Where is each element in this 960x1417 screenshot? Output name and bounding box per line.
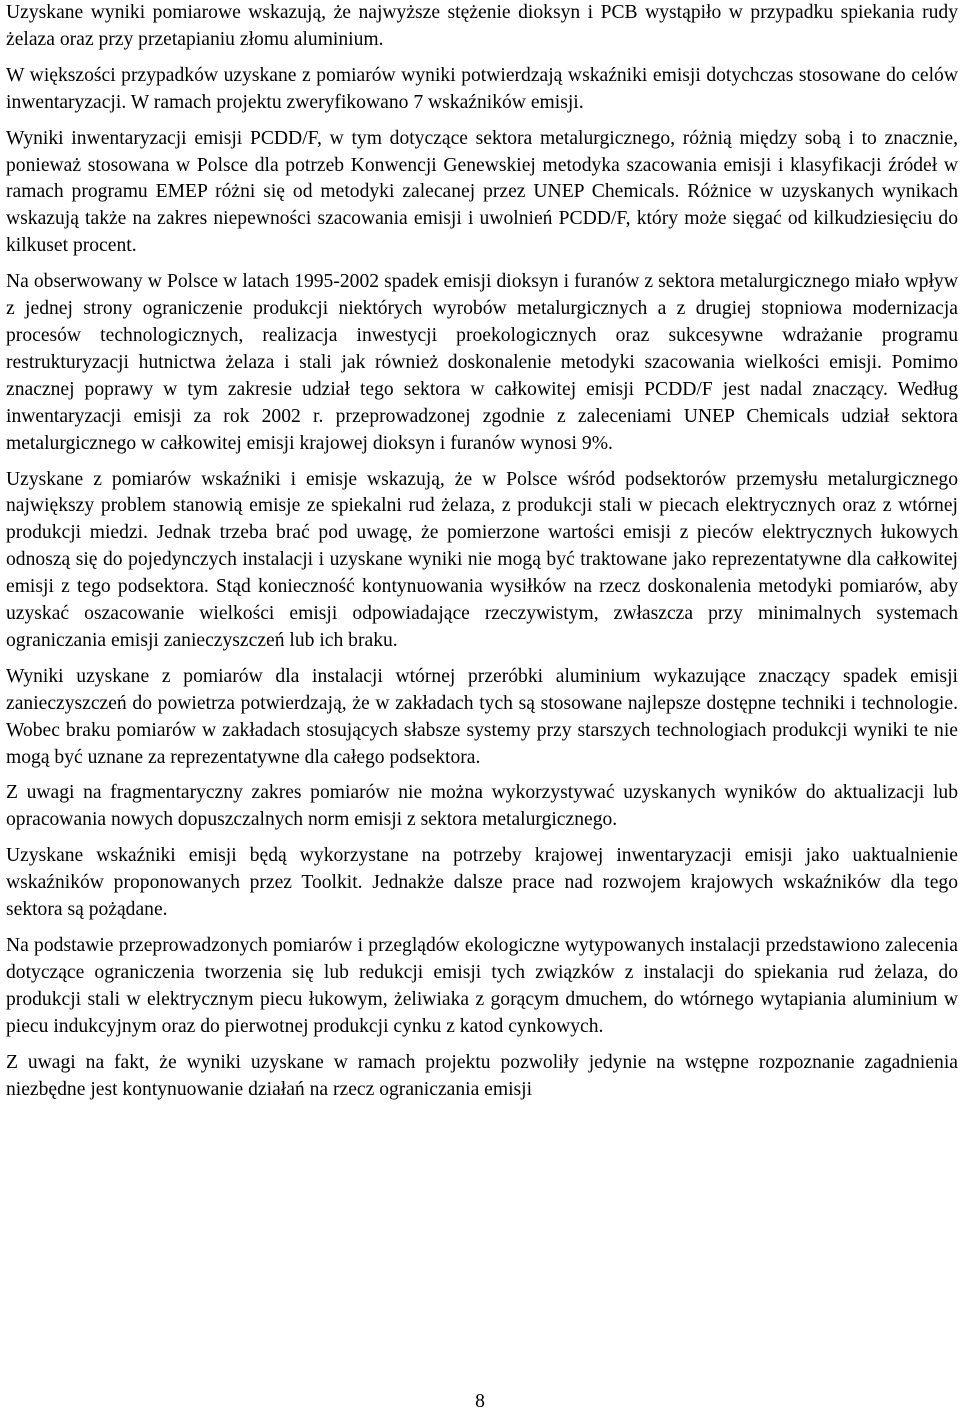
- page-number: 8: [475, 1391, 485, 1412]
- paragraph-emission-decline: Na obserwowany w Polsce w latach 1995-2002 spadek emisji dioksyn i furanów z sektora metalurgicznego miało wpływ z jednej strony ograniczenie produkcji niektórych wyrobów metalurgicznych a z drugiej stopniowa modernizacja procesów technologicznych, realizacja inwestycji proekologicznych oraz sukcesywne wdrażanie programu restrukturyzacji hutnictwa żelaza i stali jak również doskonalenie metodyki szacowania wielkości emisji. Pomimo znacznej poprawy w tym zakresie udział tego sektora w całkowitej emisji PCDD/F jest nadal znaczący. Według inwentaryzacji emisji za rok 2002 r. przeprowadzonej zgodnie z zaleceniami UNEP Chemicals udział sektora metalurgicznego w całkowitej emisji krajowej dioksyn i furanów wynosi 9%.: [6, 271, 958, 454]
- paragraph-inventory-differences: Wyniki inwentaryzacji emisji PCDD/F, w tym dotyczące sektora metalurgicznego, różnią między sobą i to znacznie, ponieważ stosowana w Polsce dla potrzeb Konwencji Genewskiej metodyka szacowania emisji i klasyfikacji źródeł w ramach programu EMEP różni się od metodyki zalecanej przez UNEP Chemicals. Różnice w uzyskanych wynikach wskazują także na zakres niepewności szacowania emisji i uwolnień PCDD/F, który może sięgać od kilkudziesięciu do kilkuset procent.: [6, 127, 958, 257]
- paragraph-subsector-problems: Uzyskane z pomiarów wskaźniki i emisje wskazują, że w Polsce wśród podsektorów przemysłu metalurgicznego największy problem stanowią emisje ze spiekalni rud żelaza, z produkcji stali w piecach elektrycznych oraz z wtórnej produkcji miedzi. Jednak trzeba brać pod uwagę, że pomierzone wartości emisji z pieców elektrycznych łukowych odnoszą się do pojedynczych instalacji i uzyskane wyniki nie mogą być traktowane jako reprezentatywne dla całkowitej emisji z tego podsektora. Stąd konieczność kontynuowania wysiłków na rzecz doskonalenia metodyki pomiarów, aby uzyskać oszacowanie wielkości emisji odpowiadające rzeczywistym, zwłaszcza przy minimalnych systemach ograniczania emisji zanieczyszczeń lub ich braku.: [6, 468, 958, 651]
- paragraph-fragmentary-scope: Z uwagi na fragmentaryczny zakres pomiarów nie można wykorzystywać uzyskanych wyników do aktualizacji lub opracowania nowych dopuszczalnych norm emisji z sektora metalurgicznego.: [6, 782, 958, 831]
- document-page: [6, 0, 958, 1112]
- paragraph-emission-factors: W większości przypadków uzyskane z pomiarów wyniki potwierdzają wskaźniki emisji dotychczas stosowane do celów inwentaryzacji. W ramach projektu zweryfikowano 7 wskaźników emisji.: [6, 64, 958, 113]
- paragraph-recommendations: Na podstawie przeprowadzonych pomiarów i przeglądów ekologiczne wytypowanych instalacji przedstawiono zalecenia dotyczące ograniczenia tworzenia się lub redukcji emisji tych związków z instalacji do spiekania rud żelaza, do produkcji stali w elektrycznym piecu łukowym, żeliwiaka z gorącym dmuchem, do wtórnego wytapiania aluminium w piecu indukcyjnym oraz do pierwotnej produkcji cynku z katod cynkowych.: [6, 935, 958, 1037]
- paragraph-aluminium-results: Wyniki uzyskane z pomiarów dla instalacji wtórnej przeróbki aluminium wykazujące znaczący spadek emisji zanieczyszczeń do powietrza potwierdzają, że w zakładach tych są stosowane najlepsze dostępne techniki i technologie. Wobec braku pomiarów w zakładach stosujących słabsze systemy przy starszych technologiach produkcji wyniki te nie mogą być uznane za reprezentatywne dla całego podsektora.: [6, 665, 958, 768]
- paragraph-continuation: Z uwagi na fakt, że wyniki uzyskane w ramach projektu pozwoliły jedynie na wstępne rozpoznanie zagadnienia niezbędne jest kontynuowanie działań na rzecz ograniczania emisji: [6, 1051, 958, 1100]
- paragraph-toolkit-update: Uzyskane wskaźniki emisji będą wykorzystane na potrzeby krajowej inwentaryzacji emisji jako uaktualnienie wskaźników proponowanych przez Toolkit. Jednakże dalsze prace nad rozwojem krajowych wskaźników dla tego sektora są pożądane.: [6, 845, 958, 921]
- paragraph-dioxin-results: Uzyskane wyniki pomiarowe wskazują, że najwyższe stężenie dioksyn i PCB wystąpiło w przypadku spiekania rudy żelaza oraz przy przetapianiu złomu aluminium.: [6, 2, 958, 50]
